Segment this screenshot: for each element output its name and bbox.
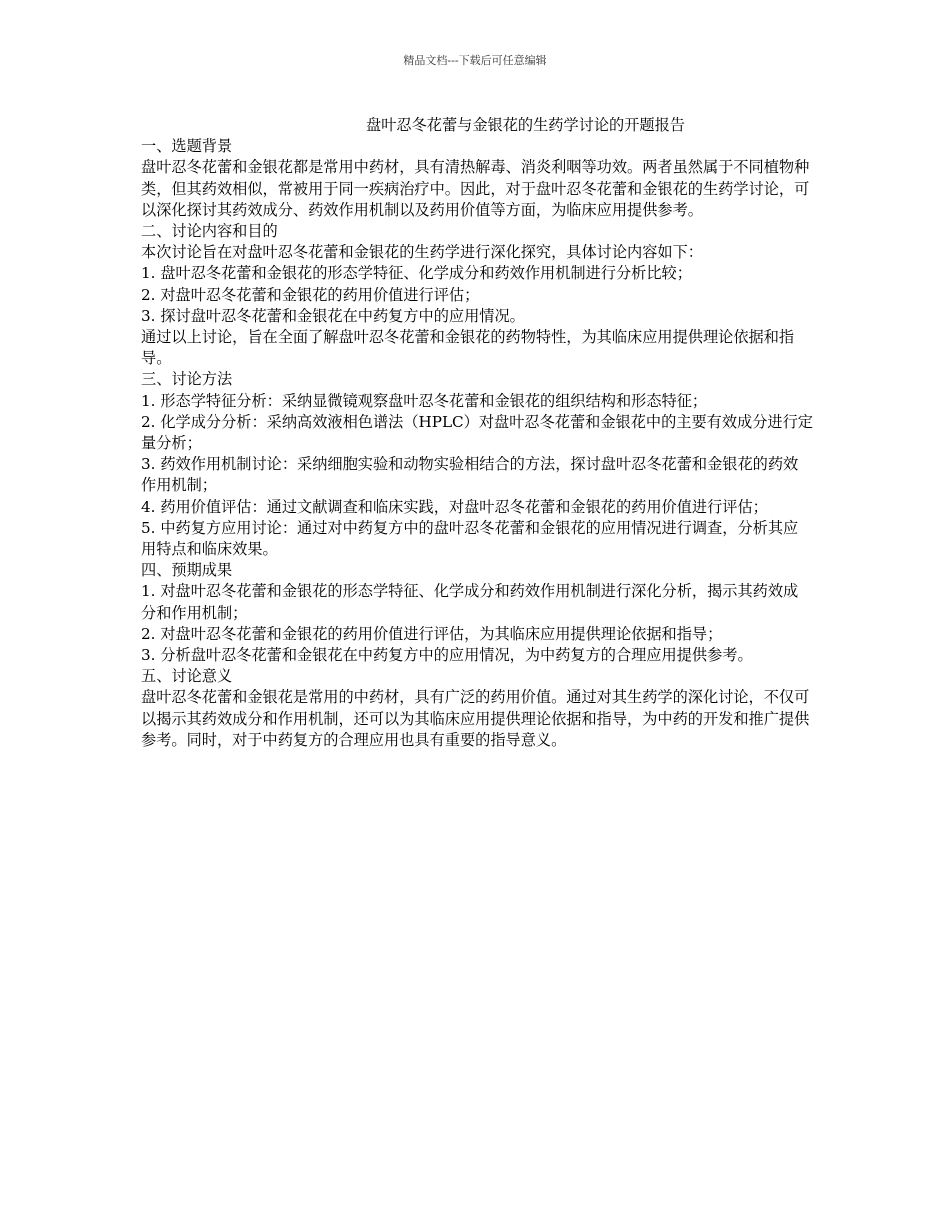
list-item-method-4: 4. 药用价值评估：通过文献调查和临床实践，对盘叶忍冬花蕾和金银花的药用价值进行评估； bbox=[141, 497, 768, 516]
list-item-outcome-2: 2. 对盘叶忍冬花蕾和金银花的药用价值进行评估，为其临床应用提供理论依据和指导； bbox=[141, 624, 723, 643]
document-title: 盘叶忍冬花蕾与金银花的生药学讨论的开题报告 bbox=[366, 116, 685, 134]
paragraph-content-goal: 通过以上讨论，旨在全面了解盘叶忍冬花蕾和金银花的药物特性，为其临床应用提供理论依据和指导。 bbox=[141, 328, 795, 368]
section-heading-significance: 五、讨论意义 bbox=[141, 667, 233, 686]
list-item-method-2: 2. 化学成分分析：采纳高效液相色谱法（HPLC）对盘叶忍冬花蕾和金银花中的主要有效成分进行定量分析； bbox=[141, 412, 813, 453]
list-item-method-5: 5. 中药复方应用讨论：通过对中药复方中的盘叶忍冬花蕾和金银花的应用情况进行调查，分析其应用特点和临床效果。 bbox=[141, 518, 799, 559]
paragraph-significance: 盘叶忍冬花蕾和金银花是常用的中药材，具有广泛的药用价值。通过对其生药学的深化讨论，不仅可以揭示其药效成分和作用机制，还可以为其临床应用提供理论依据和指导，为中药的开发和推广提供参考。同时，对于中药复方的合理应用也具有重要的指导意义。 bbox=[141, 688, 810, 749]
page-header-note: 精品文档---下载后可任意编辑 bbox=[403, 54, 547, 67]
section-heading-content: 二、讨论内容和目的 bbox=[141, 222, 278, 241]
section-heading-background: 一、选题背景 bbox=[141, 137, 233, 156]
document-body bbox=[141, 115, 813, 751]
list-item-outcome-1: 1. 对盘叶忍冬花蕾和金银花的形态学特征、化学成分和药效作用机制进行深化分析，揭示其药效成分和作用机制； bbox=[141, 582, 799, 622]
list-item-outcome-3: 3. 分析盘叶忍冬花蕾和金银花在中药复方中的应用情况，为中药复方的合理应用提供参考。 bbox=[141, 646, 753, 665]
list-item-method-1: 1. 形态学特征分析：采纳显微镜观察盘叶忍冬花蕾和金银花的组织结构和形态特征； bbox=[141, 391, 708, 410]
list-item-content-1: 1. 盘叶忍冬花蕾和金银花的形态学特征、化学成分和药效作用机制进行分析比较； bbox=[141, 264, 692, 283]
section-heading-methods: 三、讨论方法 bbox=[141, 370, 233, 389]
paragraph-content-intro: 本次讨论旨在对盘叶忍冬花蕾和金银花的生药学进行深化探究，具体讨论内容如下： bbox=[141, 243, 703, 262]
list-item-content-3: 3. 探讨盘叶忍冬花蕾和金银花在中药复方中的应用情况。 bbox=[141, 306, 525, 325]
paragraph-background: 盘叶忍冬花蕾和金银花都是常用中药材，具有清热解毒、消炎利咽等功效。两者虽然属于不同植物种类，但其药效相似，常被用于同一疾病治疗中。因此，对于盘叶忍冬花蕾和金银花的生药学讨论，可以深化探讨其药效成分、药效作用机制以及药用价值等方面，为临床应用提供参考。 bbox=[141, 158, 810, 219]
list-item-content-2: 2. 对盘叶忍冬花蕾和金银花的药用价值进行评估； bbox=[141, 285, 480, 304]
list-item-method-3: 3. 药效作用机制讨论：采纳细胞实验和动物实验相结合的方法，探讨盘叶忍冬花蕾和金银花的药效作用机制； bbox=[141, 455, 799, 495]
section-heading-outcomes: 四、预期成果 bbox=[141, 561, 233, 580]
